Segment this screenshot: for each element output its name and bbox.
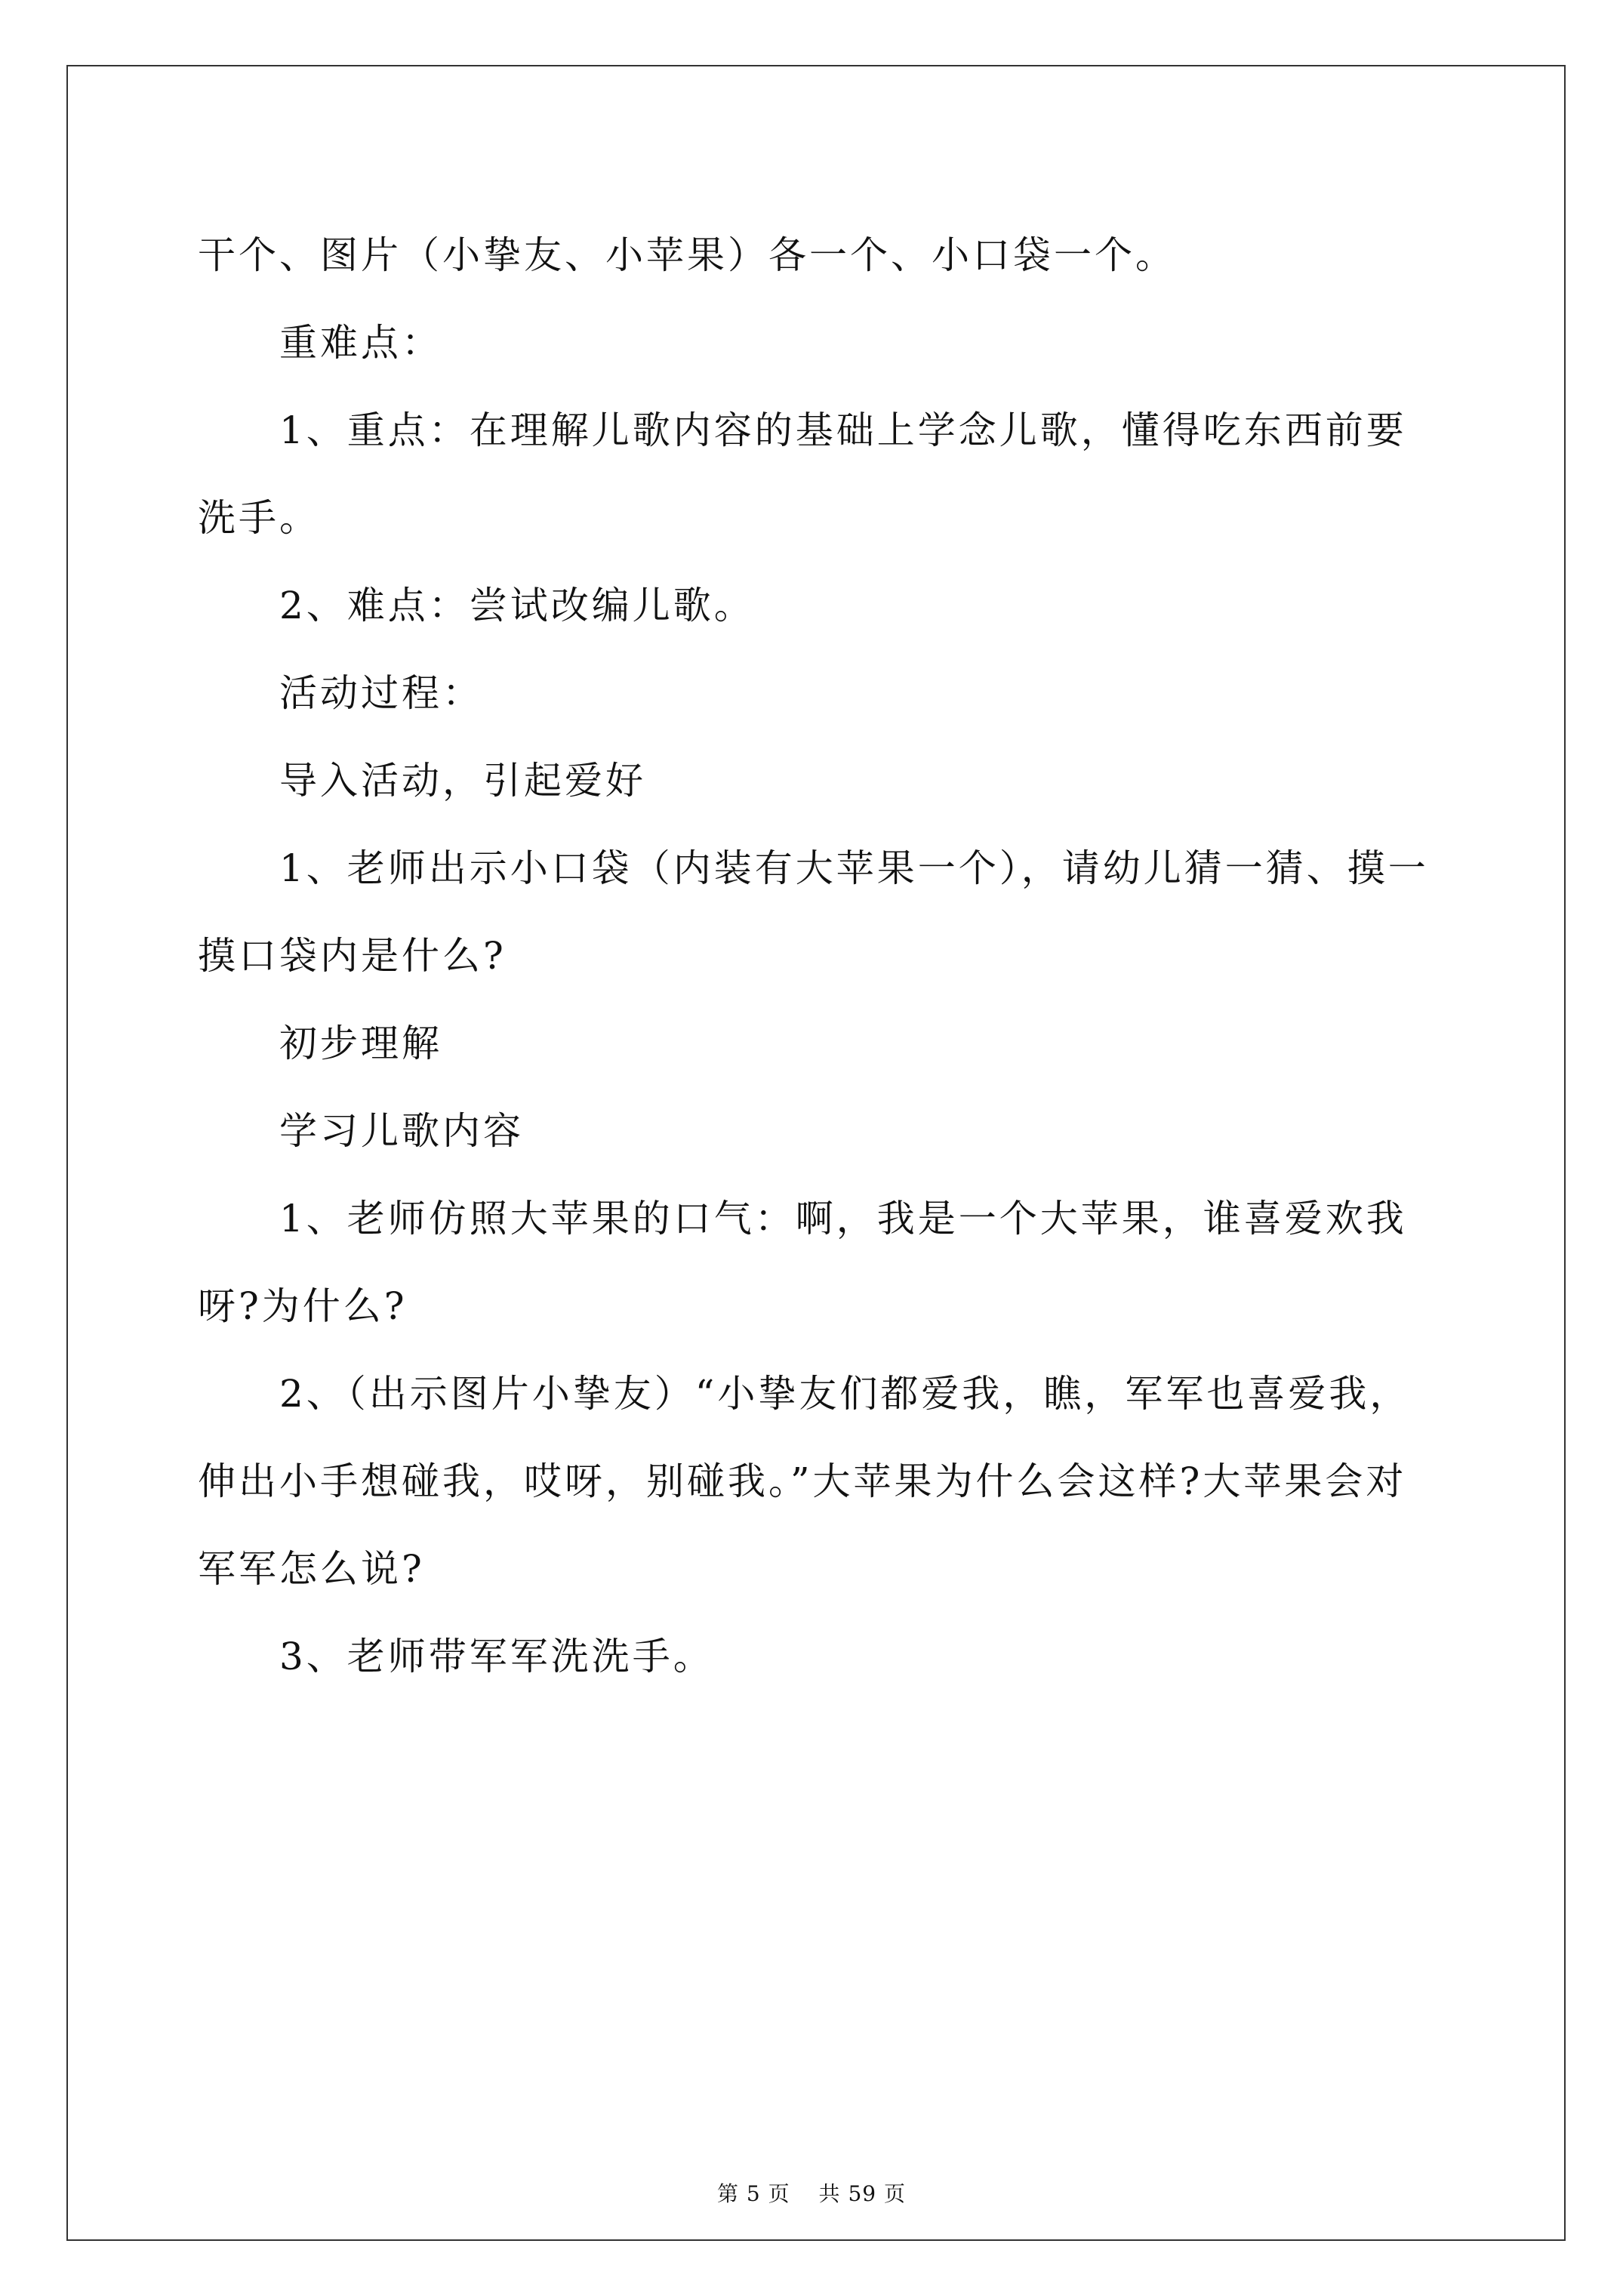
paragraph-1: 干个、图片（小挚友、小苹果）各一个、小口袋一个。	[198, 233, 1176, 277]
paragraph-3: 1、重点：在理解儿歌内容的基础上学念儿歌，懂得吃东西前要洗手。	[198, 408, 1407, 540]
paragraph-9: 学习儿歌内容	[279, 1109, 524, 1153]
page-number-current: 第 5 页	[717, 2181, 790, 2206]
page-footer	[0, 2177, 1623, 2208]
paragraph-7: 1、老师出示小口袋（内装有大苹果一个），请幼儿猜一猜、摸一摸口袋内是什么?	[198, 846, 1429, 978]
paragraph-12: 3、老师带军军洗洗手。	[279, 1635, 714, 1678]
paragraph-5: 活动过程：	[279, 671, 483, 715]
paragraph-6: 导入活动，引起爱好	[279, 759, 646, 803]
paragraph-2: 重难点：	[279, 321, 442, 365]
paragraph-10: 1、老师仿照大苹果的口气：啊，我是一个大苹果，谁喜爱欢我呀?为什么?	[198, 1197, 1407, 1328]
paragraph-8: 初步理解	[279, 1022, 442, 1065]
paragraph-11: 2、（出示图片小挚友）“小挚友们都爱我，瞧，军军也喜爱我，伸出小手想碰我，哎呀，别碰我。”大苹果为什么会这样?大苹果会对军军怎么说?	[198, 1372, 1411, 1591]
document-body	[198, 211, 1443, 1700]
paragraph-4: 2、难点：尝试改编儿歌。	[279, 584, 755, 627]
page-number-total: 共 59 页	[818, 2181, 906, 2206]
